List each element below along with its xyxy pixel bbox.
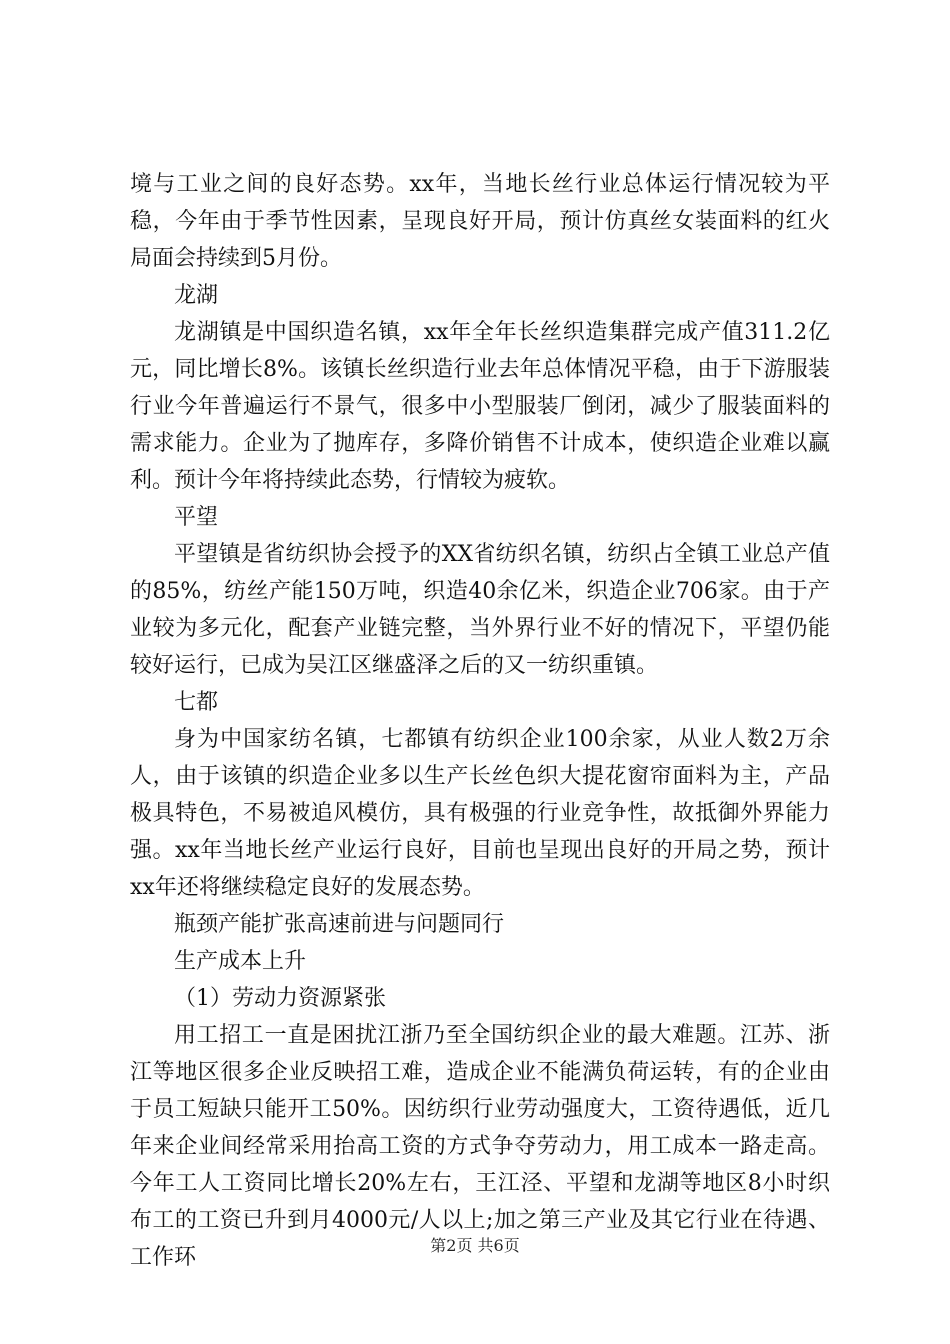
subsection-heading-labor: （1）劳动力资源紧张 (174, 986, 386, 1011)
paragraph-intro-continuation: 境与工业之间的良好态势。xx年，当地长丝行业总体运行情况较为平稳，今年由于季节性因素，呈现良好开局，预计仿真丝女装面料的红火局面会持续到5月份。 (130, 172, 830, 271)
section-heading-bottleneck: 瓶颈产能扩张高速前进与问题同行 (174, 912, 505, 937)
section-heading-pingwang: 平望 (174, 505, 219, 530)
section-heading-qidu: 七都 (174, 690, 219, 715)
section-heading-longhu: 龙湖 (174, 283, 219, 308)
section-heading-cost-rise: 生产成本上升 (174, 949, 307, 974)
document-body (130, 166, 830, 1276)
paragraph-qidu: 身为中国家纺名镇，七都镇有纺织企业100余家，从业人数2万余人，由于该镇的织造企业多以生产长丝色织大提花窗帘面料为主，产品极具特色，不易被追风模仿，具有极强的行业竞争性，故抵御外界能力强。xx年当地长丝产业运行良好，目前也呈现出良好的开局之势，预计xx年还将继续稳定良好的发展态势。 (130, 727, 830, 900)
paragraph-pingwang: 平望镇是省纺织协会授予的XX省纺织名镇，纺织占全镇工业总产值的85%，纺丝产能150万吨，织造40余亿米，织造企业706家。由于产业较为多元化，配套产业链完整，当外界行业不好的情况下，平望仍能较好运行，已成为吴江区继盛泽之后的又一纺织重镇。 (130, 542, 830, 678)
page-footer: 第2页 共6页 (430, 1236, 520, 1255)
paragraph-labor: 用工招工一直是困扰江浙乃至全国纺织企业的最大难题。江苏、浙江等地区很多企业反映招工难，造成企业不能满负荷运转，有的企业由于员工短缺只能开工50%。因纺织行业劳动强度大，工资待遇低，近几年来企业间经常采用抬高工资的方式争夺劳动力，用工成本一路走高。今年工人工资同比增长20%左右，王江泾、平望和龙湖等地区8小时织布工的工资已升到月4000元/人以上;加之第三产业及其它行业在待遇、工作环 (130, 1023, 830, 1270)
paragraph-longhu: 龙湖镇是中国织造名镇，xx年全年长丝织造集群完成产值311.2亿元，同比增长8%。该镇长丝织造行业去年总体情况平稳，由于下游服装行业今年普遍运行不景气，很多中小型服装厂倒闭，减少了服装面料的需求能力。企业为了抛库存，多降价销售不计成本，使织造企业难以赢利。预计今年将持续此态势，行情较为疲软。 (130, 320, 830, 493)
